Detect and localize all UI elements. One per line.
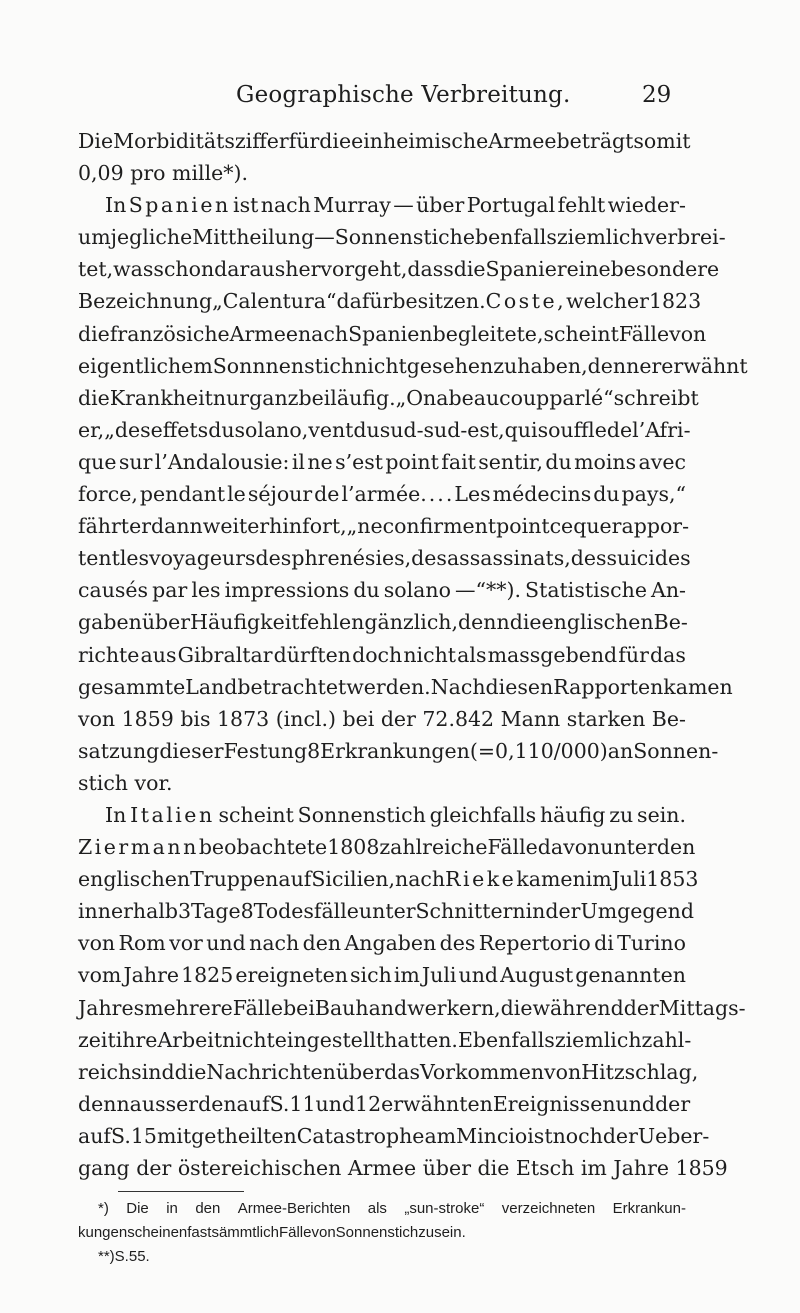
text-line: gang der östereichischen Armee über die Etsch im Jahre 1859 [78,1156,728,1180]
running-header [0,0,800,120]
text-line: Ziermann beobachtete 1808 zahlreiche Fälle davon unter den [78,835,696,860]
text-line: kungen scheinen fast sämmtlich Fälle von Sonnenstich zu sein. [78,1224,466,1241]
text-line: um jegliche Mittheilung — Sonnenstich ebenfalls ziemlich verbrei- [78,225,726,250]
text-line: englischen Truppen auf Sicilien, nach Rieke kamen im Juli 1853 [78,867,699,892]
text-line: innerhalb 3 Tage 8 Todesfälle unter Schnittern in der Umgegend [78,899,694,924]
body-text [78,125,748,1184]
page-number: 29 [642,82,672,108]
text-line: zeit ihre Arbeit nicht eingestellt hatten. Ebenfalls ziemlich zahl- [78,1027,692,1052]
text-line: auf S. 15 mitgetheilten Catastrophe am Mincio ist noch der Ueber- [78,1123,710,1148]
text-line: satzung dieser Festung 8 Erkrankungen (= 0,11 0/000) an Sonnen- [78,738,719,763]
text-line: gesammte Land betrachtet werden. Nach diesen Rapporten kamen [78,674,733,699]
text-line: von Rom vor und nach den Angaben des Repertorio di Turino [78,931,686,956]
text-line: denn ausser den auf S. 11 und 12 erwähnten Ereignissen und der [78,1091,691,1116]
text-line: stich vor. [78,770,173,795]
text-line: 0,09 pro mille*). [78,161,249,186]
text-line: Bezeichnung „Calentura“ dafür besitzen. Coste, welcher 1823 [78,289,702,314]
text-line: causés par les impressions du solano —“**). Statistische An- [78,578,686,603]
text-line: tet, was schon daraus hervorgeht, dass die Spanier eine besondere [78,257,720,282]
text-line: que sur l’Andalousie: il ne s’est point fait sentir, du moins avec [78,449,686,474]
text-line: gaben über Häufigkeit fehlen gänzlich, denn die englischen Be- [78,610,688,635]
text-line: tent les voyageurs des phrenésies, des assassinats, des suicides [78,546,691,571]
text-line: **) S. 55. [98,1248,150,1265]
text-line: In Italien scheint Sonnenstich gleichfalls häufig zu sein. [105,802,686,827]
text-line: *) Die in den Armee-Berichten als „sun-stroke“ verzeichneten Erkrankun- [98,1200,686,1217]
text-line: reich sind die Nachrichten über das Vorkommen von Hitzschlag, [78,1059,699,1084]
text-line: Jahres mehrere Fälle bei Bauhandwerkern, die während der Mittags- [78,995,746,1020]
footnotes [78,1197,686,1269]
footnote-separator-rule [118,1191,244,1192]
text-line: richte aus Gibraltar dürften doch nicht als massgebend für das [78,642,686,667]
running-title: Geographische Verbreitung. [236,82,571,108]
text-line: In Spanien ist nach Murray — über Portugal fehlt wieder- [105,193,686,218]
text-line: fährt er dann weiterhin fort, „ne confirment point ce que rappor- [78,514,690,539]
text-line: die Krankheit nur ganz beiläufig. „On a beaucoup parlé“ schreibt [78,385,699,410]
text-line: die französiche Armee nach Spanien begleitete, scheint Fälle von [78,321,707,346]
text-line: vom Jahre 1825 ereigneten sich im Juli und August genannten [78,963,686,988]
text-line: er, „des effets du solano, vent du sud-sud-est, qui souffle de l’Afri- [78,417,691,442]
text-line: force, pendant le séjour de l’armée. . . . Les médecins du pays,“ [78,482,686,507]
text-line: Die Morbiditätsziffer für die einheimische Armee beträgt somit [78,129,691,153]
text-line: eigentlichem Sonnnenstich nicht gesehen zu haben, denn er erwähnt [78,353,748,378]
text-line: von 1859 bis 1873 (incl.) bei der 72.842 Mann starken Be- [78,706,686,731]
